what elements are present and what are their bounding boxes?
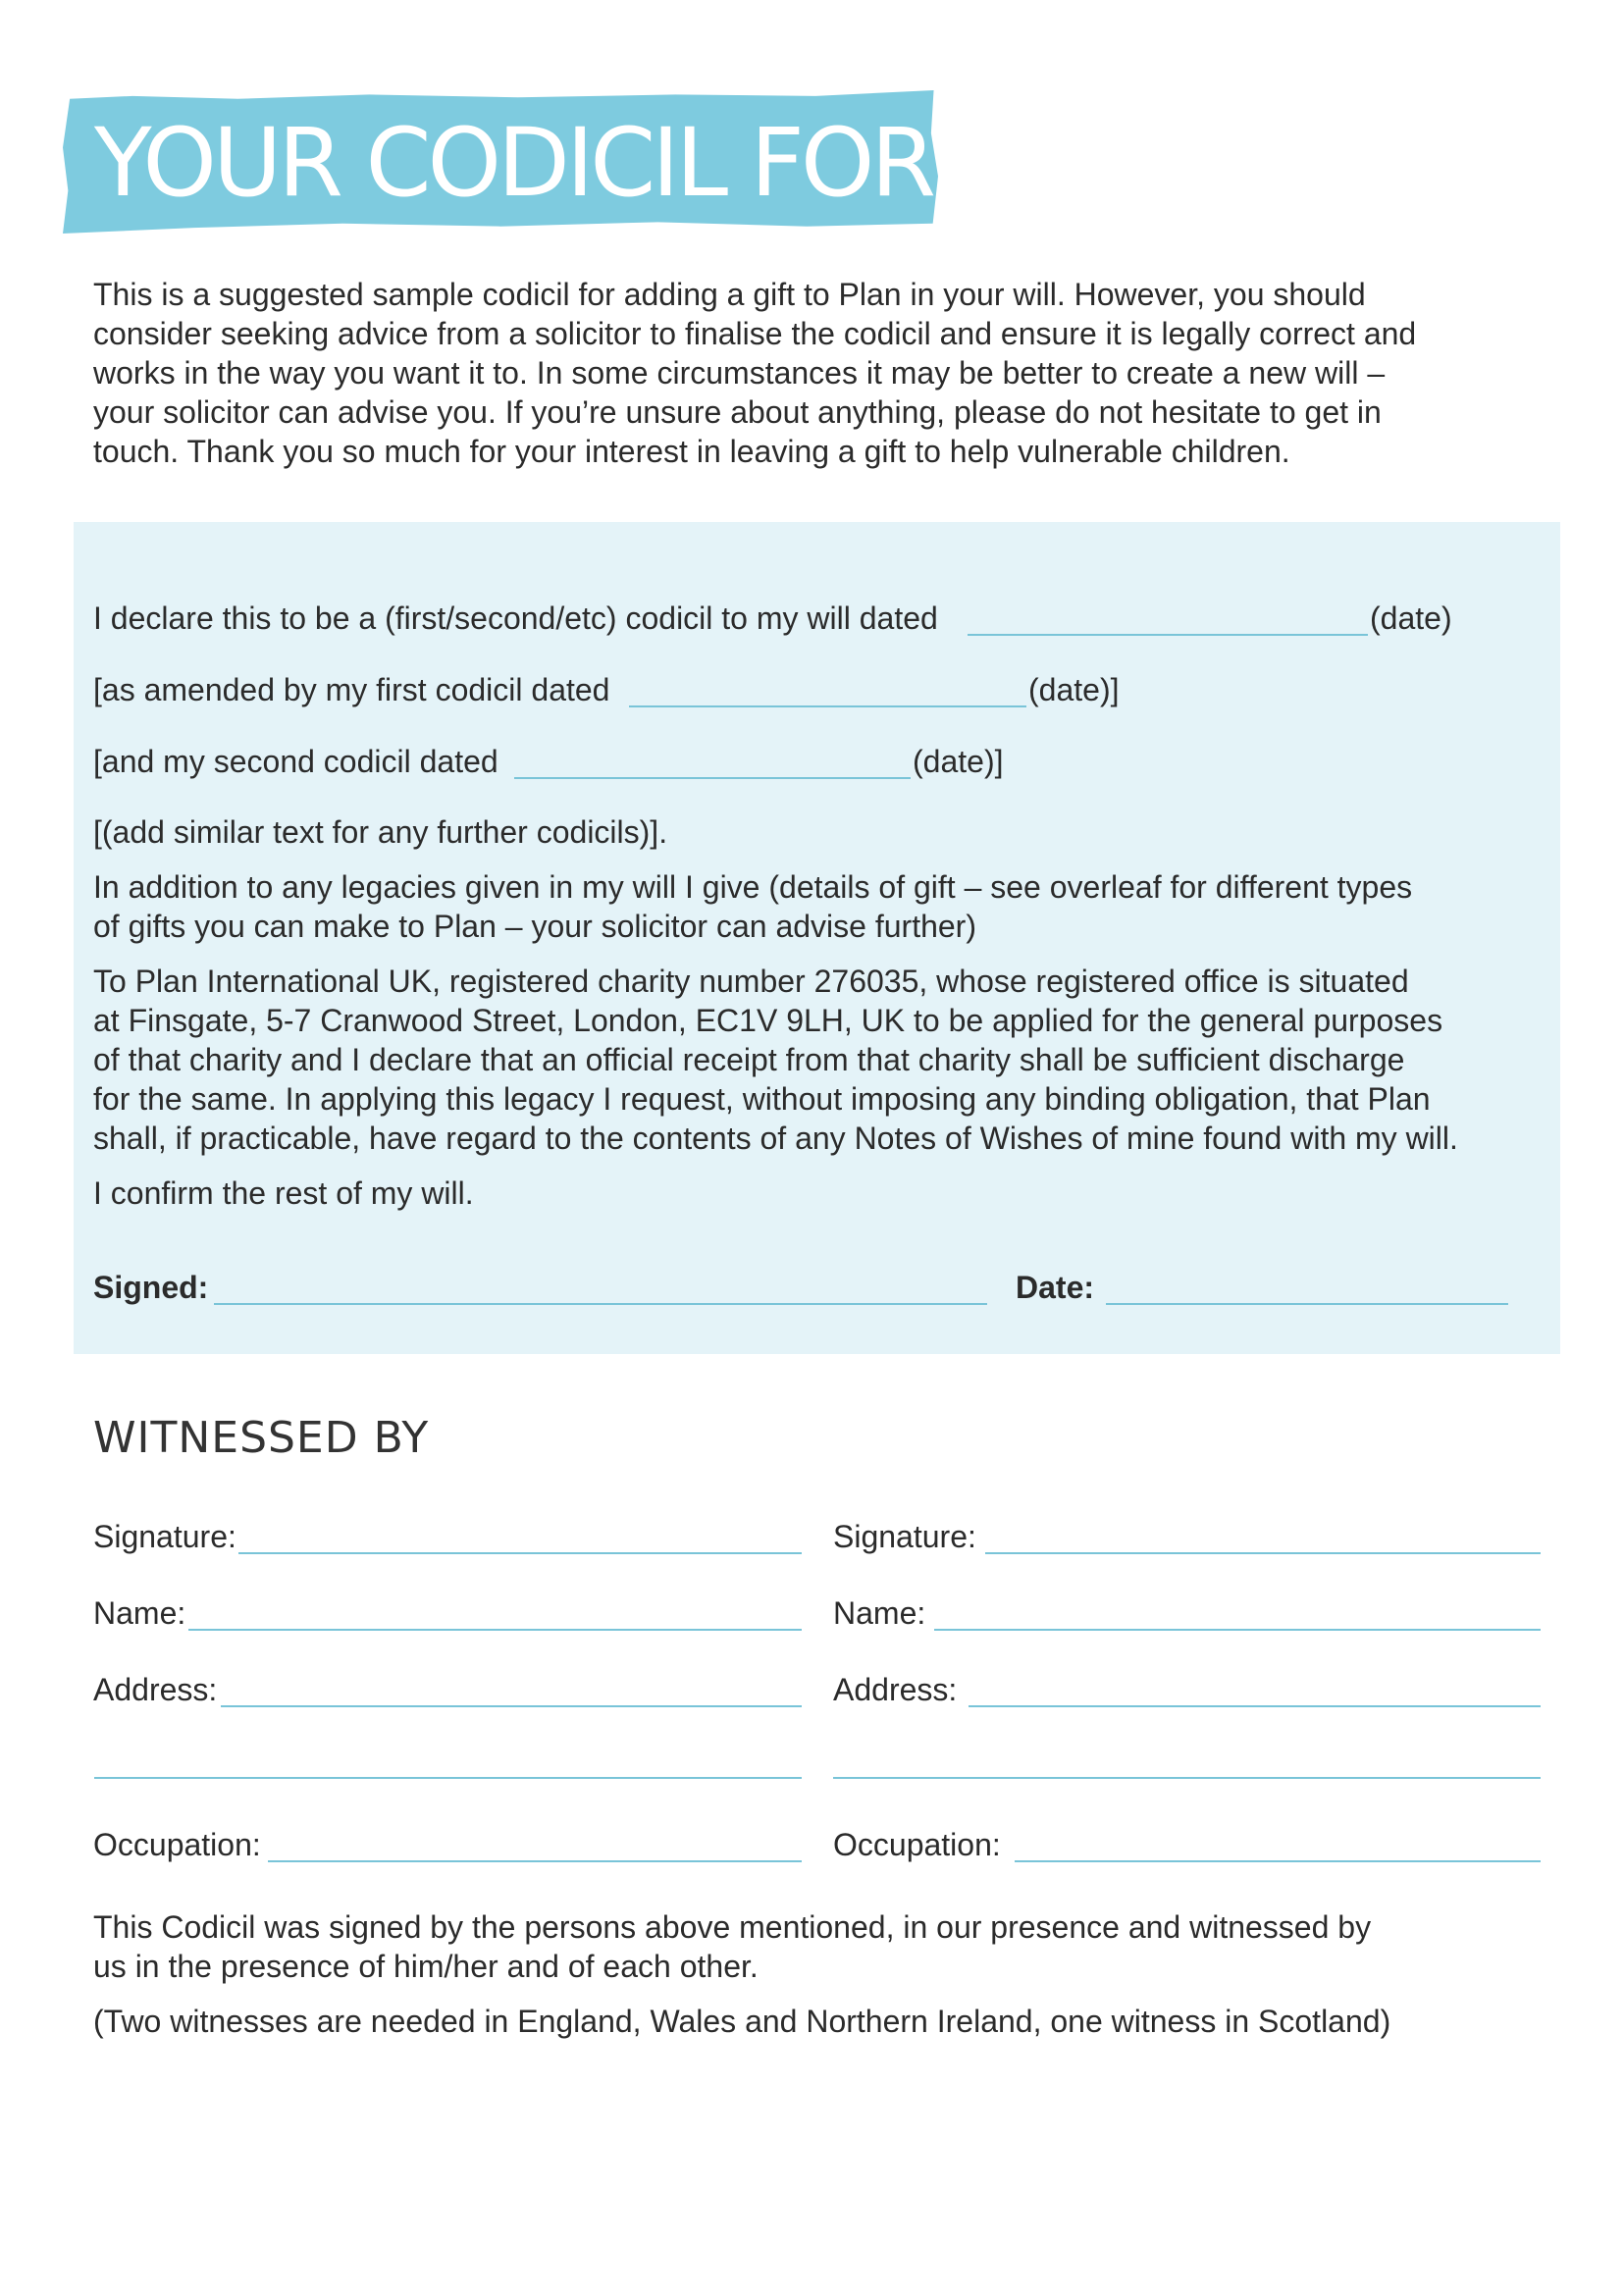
page-title: YOUR CODICIL FORM [94, 108, 1010, 218]
witness2-name-field[interactable] [934, 1629, 1541, 1631]
second-codicil-label: [and my second codicil dated [93, 744, 498, 779]
witness1-signature-label: Signature: [93, 1519, 236, 1554]
witness1-address-line2-field[interactable] [94, 1777, 802, 1779]
gift-paragraph [93, 867, 1412, 946]
charity-paragraph [93, 962, 1458, 1158]
signed-field[interactable] [214, 1303, 987, 1305]
gift-line: In addition to any legacies given in my will I give (details of gift – see overleaf for different types [93, 869, 1413, 905]
witness2-occupation-label: Occupation: [833, 1827, 1001, 1862]
further-codicils-note: [(add similar text for any further codicils)]. [93, 814, 668, 850]
second-codicil-date-field[interactable] [514, 777, 911, 779]
witness2-signature-label: Signature: [833, 1519, 976, 1554]
witness1-occupation-label: Occupation: [93, 1827, 261, 1862]
intro-line: works in the way you want it to. In some circumstances it may be better to create a new will – [93, 355, 1386, 391]
will-date-field[interactable] [968, 634, 1368, 636]
date-label: Date: [1016, 1270, 1095, 1305]
second-codicil-suffix: (date)] [913, 744, 1004, 779]
charity-line: for the same. In applying this legacy I request, without imposing any binding obligation, that Plan [93, 1081, 1431, 1117]
will-date-suffix: (date) [1370, 600, 1452, 636]
statement-line: us in the presence of him/her and of each other. [93, 1949, 759, 1984]
witness1-name-label: Name: [93, 1595, 186, 1631]
witness1-signature-field[interactable] [238, 1552, 802, 1554]
charity-line: shall, if practicable, have regard to the contents of any Notes of Wishes of mine found with my will. [93, 1121, 1458, 1156]
charity-line: at Finsgate, 5-7 Cranwood Street, London, EC1V 9LH, UK to be applied for the general purposes [93, 1003, 1443, 1038]
intro-line: consider seeking advice from a solicitor to finalise the codicil and ensure it is legally correct and [93, 316, 1417, 351]
signed-date-field[interactable] [1106, 1303, 1508, 1305]
witness2-signature-field[interactable] [985, 1552, 1541, 1554]
intro-line: your solicitor can advise you. If you’re unsure about anything, please do not hesitate to get in [93, 394, 1382, 430]
witness2-name-label: Name: [833, 1595, 926, 1631]
statement-line: This Codicil was signed by the persons above mentioned, in our presence and witnessed by [93, 1909, 1372, 1945]
intro-line: touch. Thank you so much for your interest in leaving a gift to help vulnerable children. [93, 434, 1290, 469]
witness1-address-label: Address: [93, 1672, 218, 1707]
first-codicil-label: [as amended by my first codicil dated [93, 672, 610, 707]
witness2-address-field[interactable] [969, 1705, 1541, 1707]
witness2-address-line2-field[interactable] [833, 1777, 1541, 1779]
gift-line: of gifts you can make to Plan – your solicitor can advise further) [93, 909, 976, 944]
witness1-address-field[interactable] [221, 1705, 802, 1707]
witness2-address-label: Address: [833, 1672, 958, 1707]
witness1-name-field[interactable] [188, 1629, 802, 1631]
witness2-occupation-field[interactable] [1015, 1860, 1541, 1862]
signing-statement [93, 1907, 1371, 1986]
first-codicil-suffix: (date)] [1028, 672, 1120, 707]
intro-line: This is a suggested sample codicil for adding a gift to Plan in your will. However, you should [93, 277, 1366, 312]
will-dated-label: I declare this to be a (first/second/etc) codicil to my will dated [93, 600, 938, 636]
first-codicil-date-field[interactable] [629, 705, 1026, 707]
intro-paragraph [93, 275, 1526, 471]
witnessed-by-heading: WITNESSED BY [93, 1413, 430, 1463]
signed-label: Signed: [93, 1270, 209, 1305]
confirm-text: I confirm the rest of my will. [93, 1175, 474, 1211]
witness-requirement-note: (Two witnesses are needed in England, Wales and Northern Ireland, one witness in Scotland) [93, 2004, 1391, 2039]
charity-line: of that charity and I declare that an official receipt from that charity shall be sufficient discharge [93, 1042, 1405, 1077]
witness1-occupation-field[interactable] [268, 1860, 802, 1862]
charity-line: To Plan International UK, registered charity number 276035, whose registered office is situated [93, 964, 1409, 999]
